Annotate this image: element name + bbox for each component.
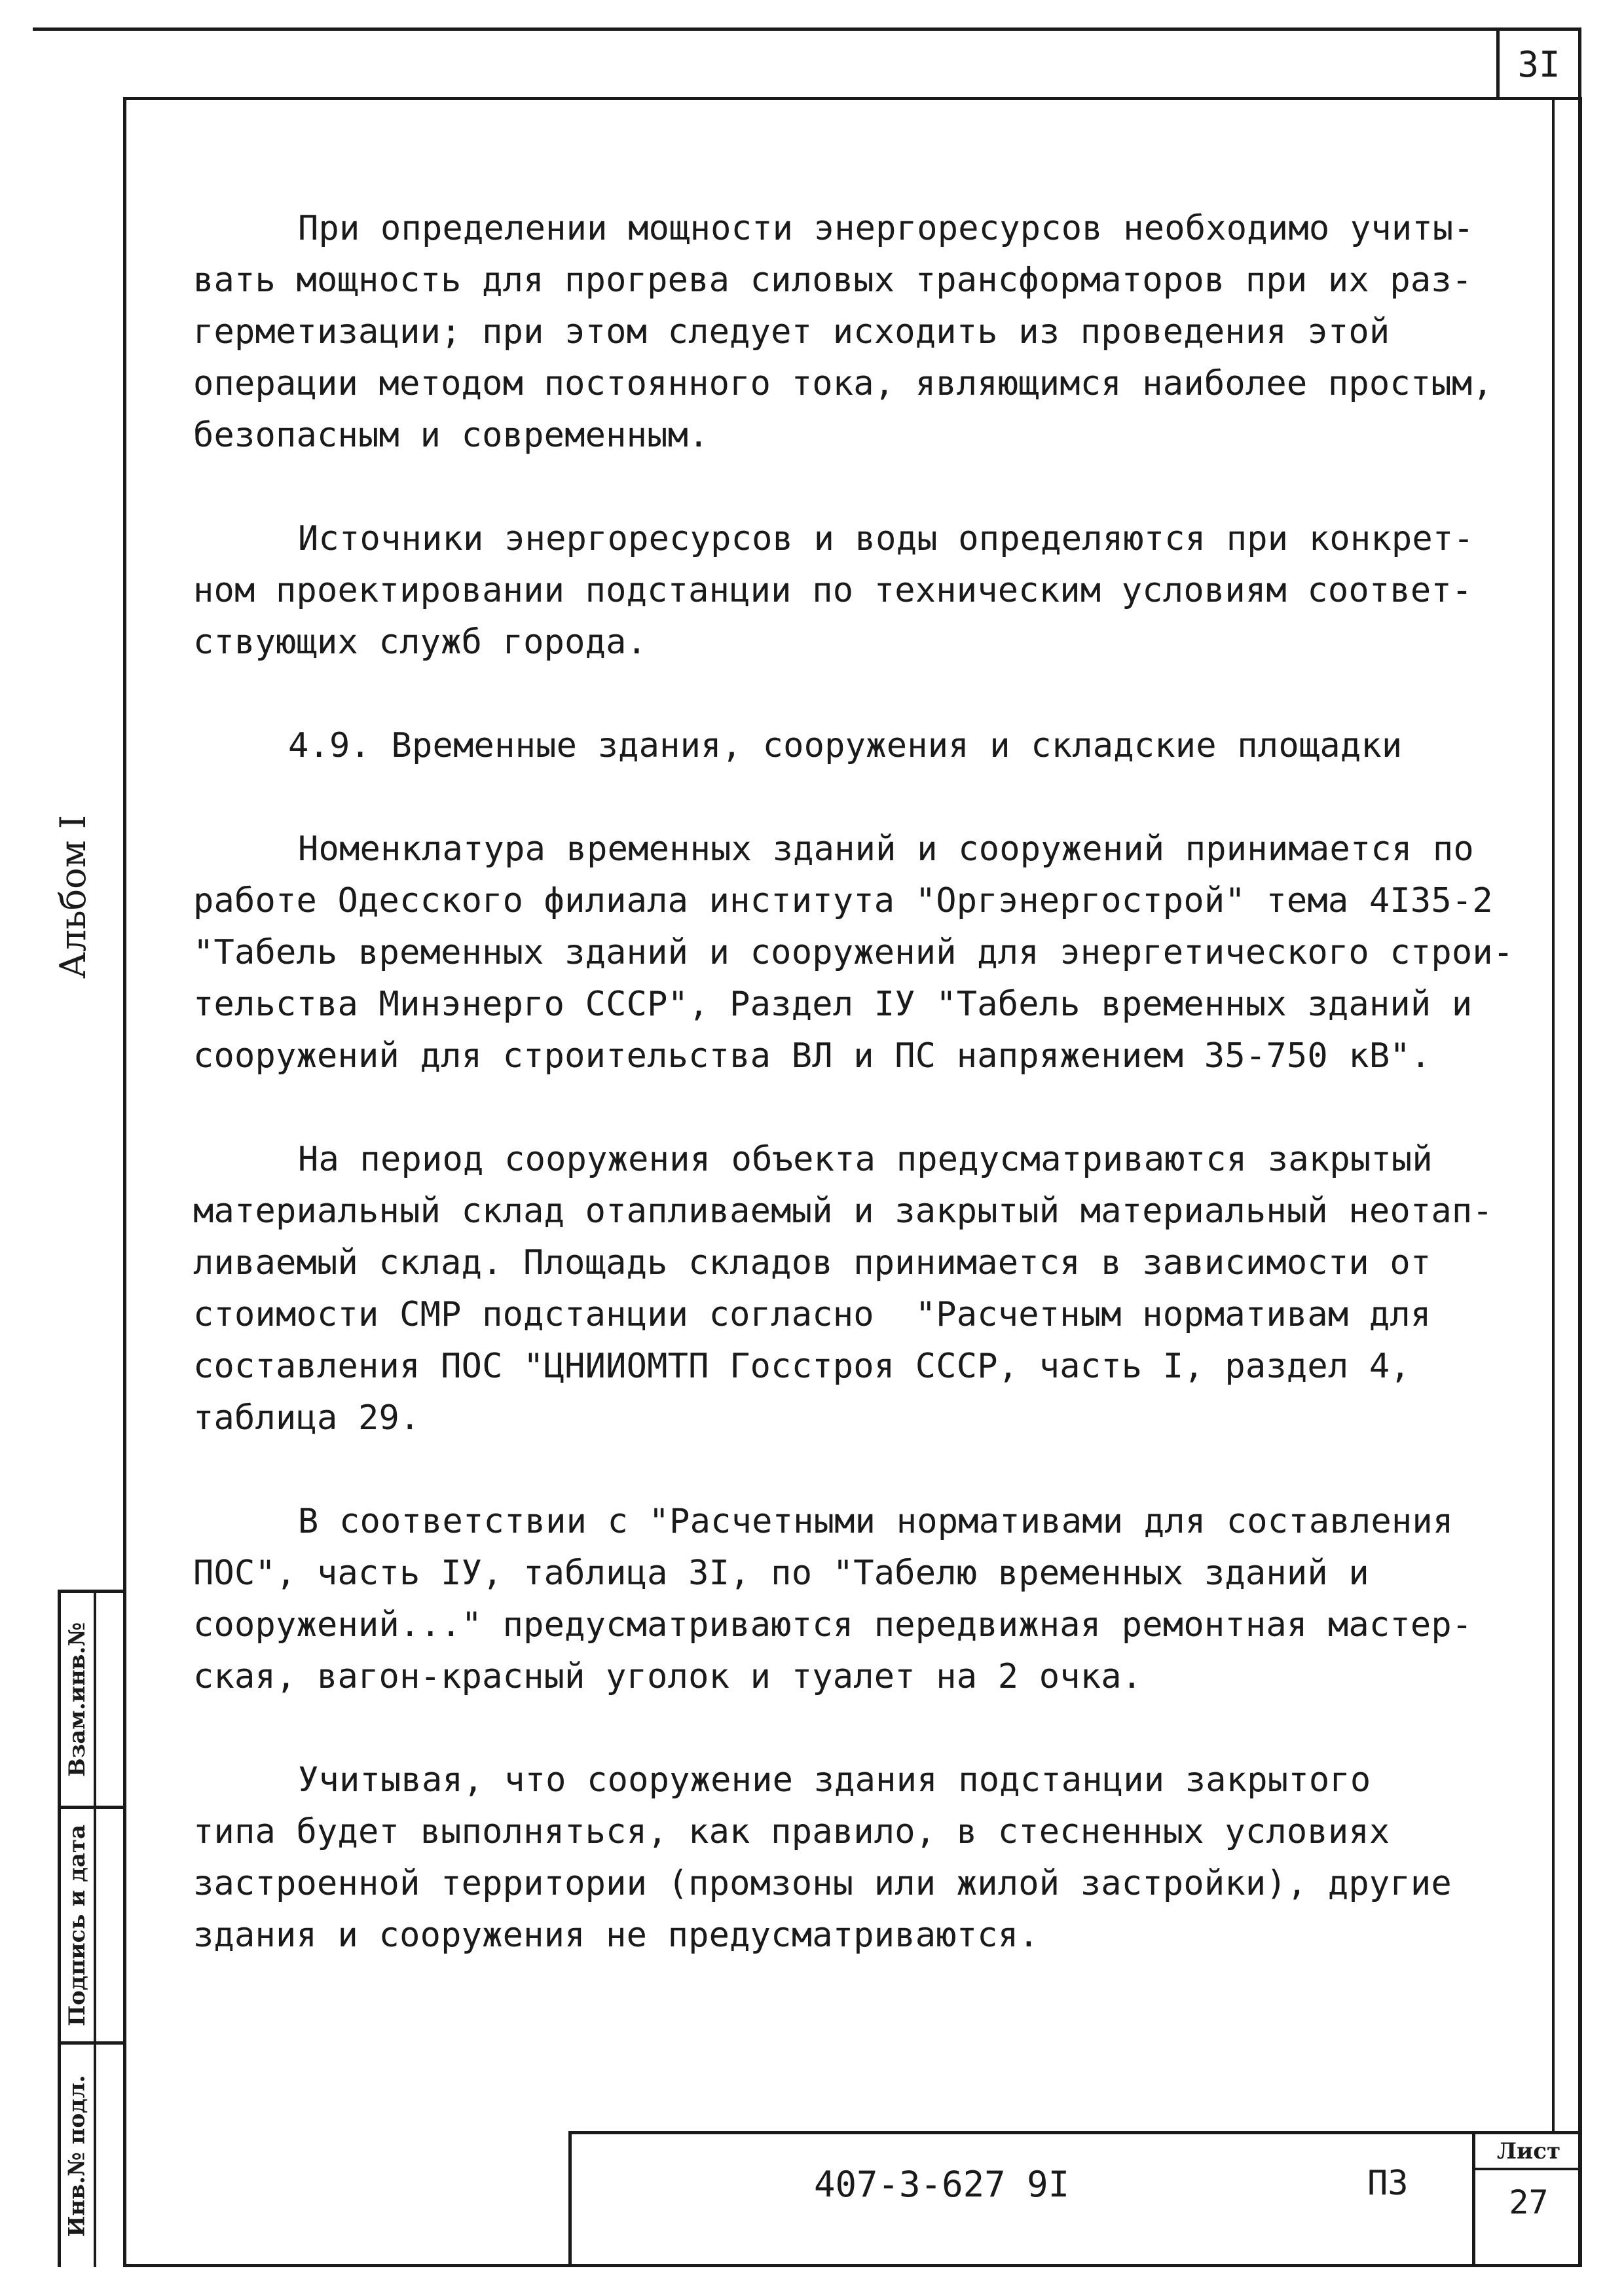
paragraph-closed-type: Учитывая, что сооружение здания подстанции закрытого типа будет выполняться, как правило, в стесненных условиях застроенной территории (промзоны или жилой застройки), другие здания и сооружения не предусматриваются.	[193, 1760, 1452, 1955]
paragraph-warehouses: На период сооружения объекта предусматриваются закрытый материальный склад отапливаемый и закрытый материальный неотап- ливаемый склад. Площадь складов принимается в зависимости от стоимости СМР подстанции согласно "Расчетным нормативам для составления ПОС "ЦНИИОМТП Госстроя СССР, часть I, раздел 4, таблица 29.	[193, 1140, 1493, 1438]
body-text	[193, 203, 1516, 2013]
album-label: Альбом I	[52, 814, 94, 979]
stamp-label-signature: Подпись и дата	[64, 1824, 91, 2026]
sheet-number: 3I	[1517, 44, 1560, 85]
sheet-label: Лист	[1475, 2134, 1582, 2170]
stamp-label-inventory: Инв.№ подл.	[64, 2075, 91, 2237]
paragraph-nomenclature: Номенклатура временных зданий и сооружений принимается по работе Одесского филиала института "Оргэнергострой" тема 4I35-2 "Табель временных зданий и сооружений для энергетического строи- тельства Минэнерго СССР", Раздел IУ "Табель временных зданий и сооружений для строительства ВЛ и ПС напряжением 35-750 кВ".	[193, 829, 1514, 1076]
stamp-cell-replacement	[61, 1593, 123, 1809]
sheet-cell	[1472, 2134, 1582, 2267]
right-inner-border	[1552, 97, 1555, 2131]
stamp-divider	[94, 1593, 96, 2267]
top-border-line	[33, 27, 1496, 31]
document-code: 407-3-627 9I	[814, 2164, 1070, 2205]
section-heading: 4.9. Временные здания, сооружения и складские площадки	[288, 726, 1403, 765]
stamp-cell-inventory	[61, 2045, 123, 2267]
stamp-cell-signature	[61, 1809, 123, 2045]
paragraph-energy-sources: Источники энергоресурсов и воды определяются при конкрет- ном проектировании подстанции по техническим условиям соответ- ствующих служб города.	[193, 519, 1474, 662]
paragraph-energy-capacity: При определении мощности энергоресурсов необходимо учиты- вать мощность для прогрева силовых трансформаторов при их раз- герметизации; при этом следует исходить из проведения этой операции методом постоянного тока, являющимся наиболее простым, безопасным и современным.	[193, 209, 1493, 455]
sheet-number-box	[1496, 27, 1581, 98]
stamp-label-replacement: Взам.инв.№	[64, 1622, 91, 1777]
margin-stamp	[58, 1590, 123, 2267]
paragraph-mobile-workshop: В соответствии с "Расчетными нормативами для составления ПОС", часть IУ, таблица 3I, по "Табелю временных зданий и сооружений..." предусматриваются передвижная ремонтная мастер- ская, вагон-красный уголок и туалет на 2 очка.	[193, 1502, 1473, 1696]
title-block	[568, 2131, 1582, 2267]
sheet-value: 27	[1509, 2183, 1549, 2221]
document-type: ПЗ	[1367, 2164, 1409, 2203]
